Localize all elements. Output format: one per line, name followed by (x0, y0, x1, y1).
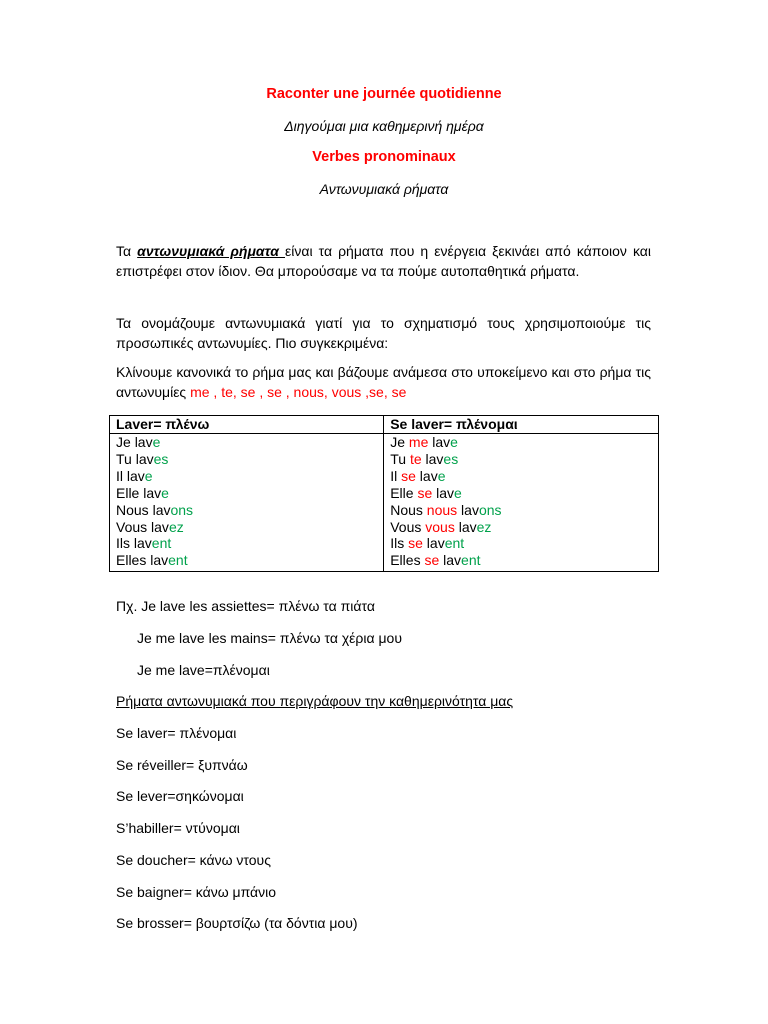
verb-stem: lav (150, 552, 169, 569)
laver-header: Laver= πλένω (110, 416, 384, 434)
verb-stem: lav (432, 484, 455, 501)
se-laver-form (390, 535, 658, 552)
se-laver-form (390, 468, 658, 485)
intro-paragraph-3 (116, 362, 651, 402)
daily-verbs-heading: Ρήματα αντωνυμιακά που περιγράφουν την καθημερινότητα μας (116, 693, 514, 709)
verb-ending: e (450, 434, 458, 450)
subject-pronoun: Vous (116, 518, 152, 535)
verb-stem: lav (126, 467, 145, 484)
se-laver-conjugation (384, 434, 659, 572)
subject-pronoun: Elle (116, 484, 144, 501)
conjugation-table (109, 415, 659, 572)
reflexive-pronoun: se (408, 535, 423, 552)
subject-pronoun: Vous (390, 518, 426, 535)
reflexive-pronoun: nous (426, 501, 458, 518)
intro-p3-text: Κλίνουμε κανονικά το ρήμα μας και βάζουμε ανάμεσα στο υποκείμενο και στο ρήμα τις αντωνυμίες (116, 364, 651, 400)
subject-pronoun: Je (390, 434, 409, 450)
verb-stem: lav (134, 434, 153, 450)
verb-ending: ent (151, 535, 172, 552)
laver-form (116, 434, 383, 451)
subject-pronoun: Il (390, 467, 402, 484)
verb-stem: lav (133, 535, 152, 552)
verb-ending: ent (444, 535, 465, 552)
se-laver-form (390, 552, 658, 569)
verb-ending: e (454, 484, 462, 501)
intro-keyword: αντωνυμιακά ρήματα (137, 243, 286, 259)
verb-stem: lav (152, 501, 171, 518)
laver-form (116, 519, 383, 536)
verb-ending: es (153, 450, 169, 467)
verb-ending: ons (170, 501, 194, 518)
subject-pronoun: Tu (116, 450, 136, 467)
laver-form (116, 535, 383, 552)
verb-stem: lav (151, 518, 169, 535)
greek-title: Διηγούμαι μια καθημερινή ημέρα (284, 118, 484, 134)
subject-pronoun: Ils (390, 535, 409, 552)
laver-form (116, 552, 383, 569)
daily-verb-item: Se laver= πλένομαι (116, 725, 237, 741)
subject-pronoun: Je (116, 434, 135, 450)
example-3: Je me lave=πλένομαι (137, 662, 270, 678)
subject-pronoun: Elles (390, 552, 425, 569)
verb-ending: e (144, 467, 153, 484)
se-laver-form (390, 519, 658, 536)
subject-pronoun: Elle (390, 484, 418, 501)
daily-verb-item: Se doucher= κάνω ντους (116, 851, 271, 868)
intro-paragraph-1 (116, 241, 651, 281)
reflexive-pronoun: vous (425, 518, 455, 535)
se-laver-form (390, 485, 658, 502)
greek-subtitle: Αντωνυμιακά ρήματα (319, 181, 449, 197)
laver-form (116, 502, 383, 519)
example-2: Je me lave les mains= πλένω τα χέρια μου (137, 630, 402, 646)
se-laver-form (390, 451, 658, 468)
subject-pronoun: Ils (116, 535, 134, 552)
french-title: Raconter une journée quotidienne (266, 86, 502, 102)
verb-stem: lav (421, 450, 444, 467)
verb-ending: e (437, 467, 446, 484)
verb-ending: ez (168, 518, 184, 535)
verb-stem: lav (439, 552, 462, 569)
verb-stem: lav (454, 518, 477, 535)
intro-p1-text: είναι τα ρήματα που η ενέργεια ξεκινάει από κάποιον και επιστρέφει στον ίδιον. Θα μπορούσαμε να τα πούμε αυτοπαθητικά ρήματα. (116, 243, 651, 279)
daily-verb-item: Se réveiller= ξυπνάω (116, 756, 248, 773)
intro-paragraph-2: Τα ονομάζουμε αντωνυμιακά γιατί για το σχηματισμό τους χρησιμοποιούμε τις προσωπικές αντωνυμίες. Πιο συγκεκριμένα: (116, 315, 651, 351)
french-subtitle: Verbes pronominaux (312, 149, 456, 165)
laver-form (116, 451, 383, 468)
reflexive-pronoun: se (401, 467, 416, 484)
se-laver-header: Se laver= πλένομαι (384, 416, 659, 434)
verb-ending: es (443, 450, 459, 467)
verb-stem: lav (457, 501, 479, 518)
example-1: Πχ. Je lave les assiettes= πλένω τα πιάτα (116, 598, 375, 614)
subject-pronoun: Nous (116, 501, 153, 518)
laver-conjugation (110, 434, 384, 572)
verb-ending: e (161, 484, 169, 501)
daily-verb-item: Se baigner= κάνω μπάνιο (116, 883, 277, 900)
verb-ending: ent (461, 552, 481, 569)
verb-ending: ons (478, 501, 502, 518)
verb-stem: lav (428, 434, 451, 450)
subject-pronoun: Il (116, 467, 127, 484)
verb-ending: ez (476, 518, 492, 535)
se-laver-form (390, 502, 658, 519)
pronoun-list: me , te, se , se , nous, vous ,se, se (190, 384, 407, 400)
verb-ending: e (152, 434, 161, 450)
laver-form (116, 485, 383, 502)
reflexive-pronoun: me (408, 434, 429, 450)
daily-verb-item: Se brosser= βουρτσίζω (τα δόντια μου) (116, 915, 358, 932)
verb-stem: lav (415, 467, 438, 484)
verb-ending: ent (168, 552, 188, 569)
intro-p1-lead: Τα (116, 243, 138, 259)
subject-pronoun: Elles (116, 552, 151, 569)
reflexive-pronoun: te (409, 450, 422, 467)
laver-form (116, 468, 383, 485)
verb-stem: lav (422, 535, 445, 552)
se-laver-form (390, 434, 658, 451)
subject-pronoun: Tu (390, 450, 410, 467)
subject-pronoun: Nous (390, 501, 427, 518)
reflexive-pronoun: se (424, 552, 440, 569)
daily-verb-item: Se lever=σηκώνομαι (116, 788, 244, 805)
verb-stem: lav (135, 450, 154, 467)
reflexive-pronoun: se (417, 484, 433, 501)
verb-stem: lav (143, 484, 162, 501)
daily-verb-item: S’habiller= ντύνομαι (116, 820, 240, 837)
